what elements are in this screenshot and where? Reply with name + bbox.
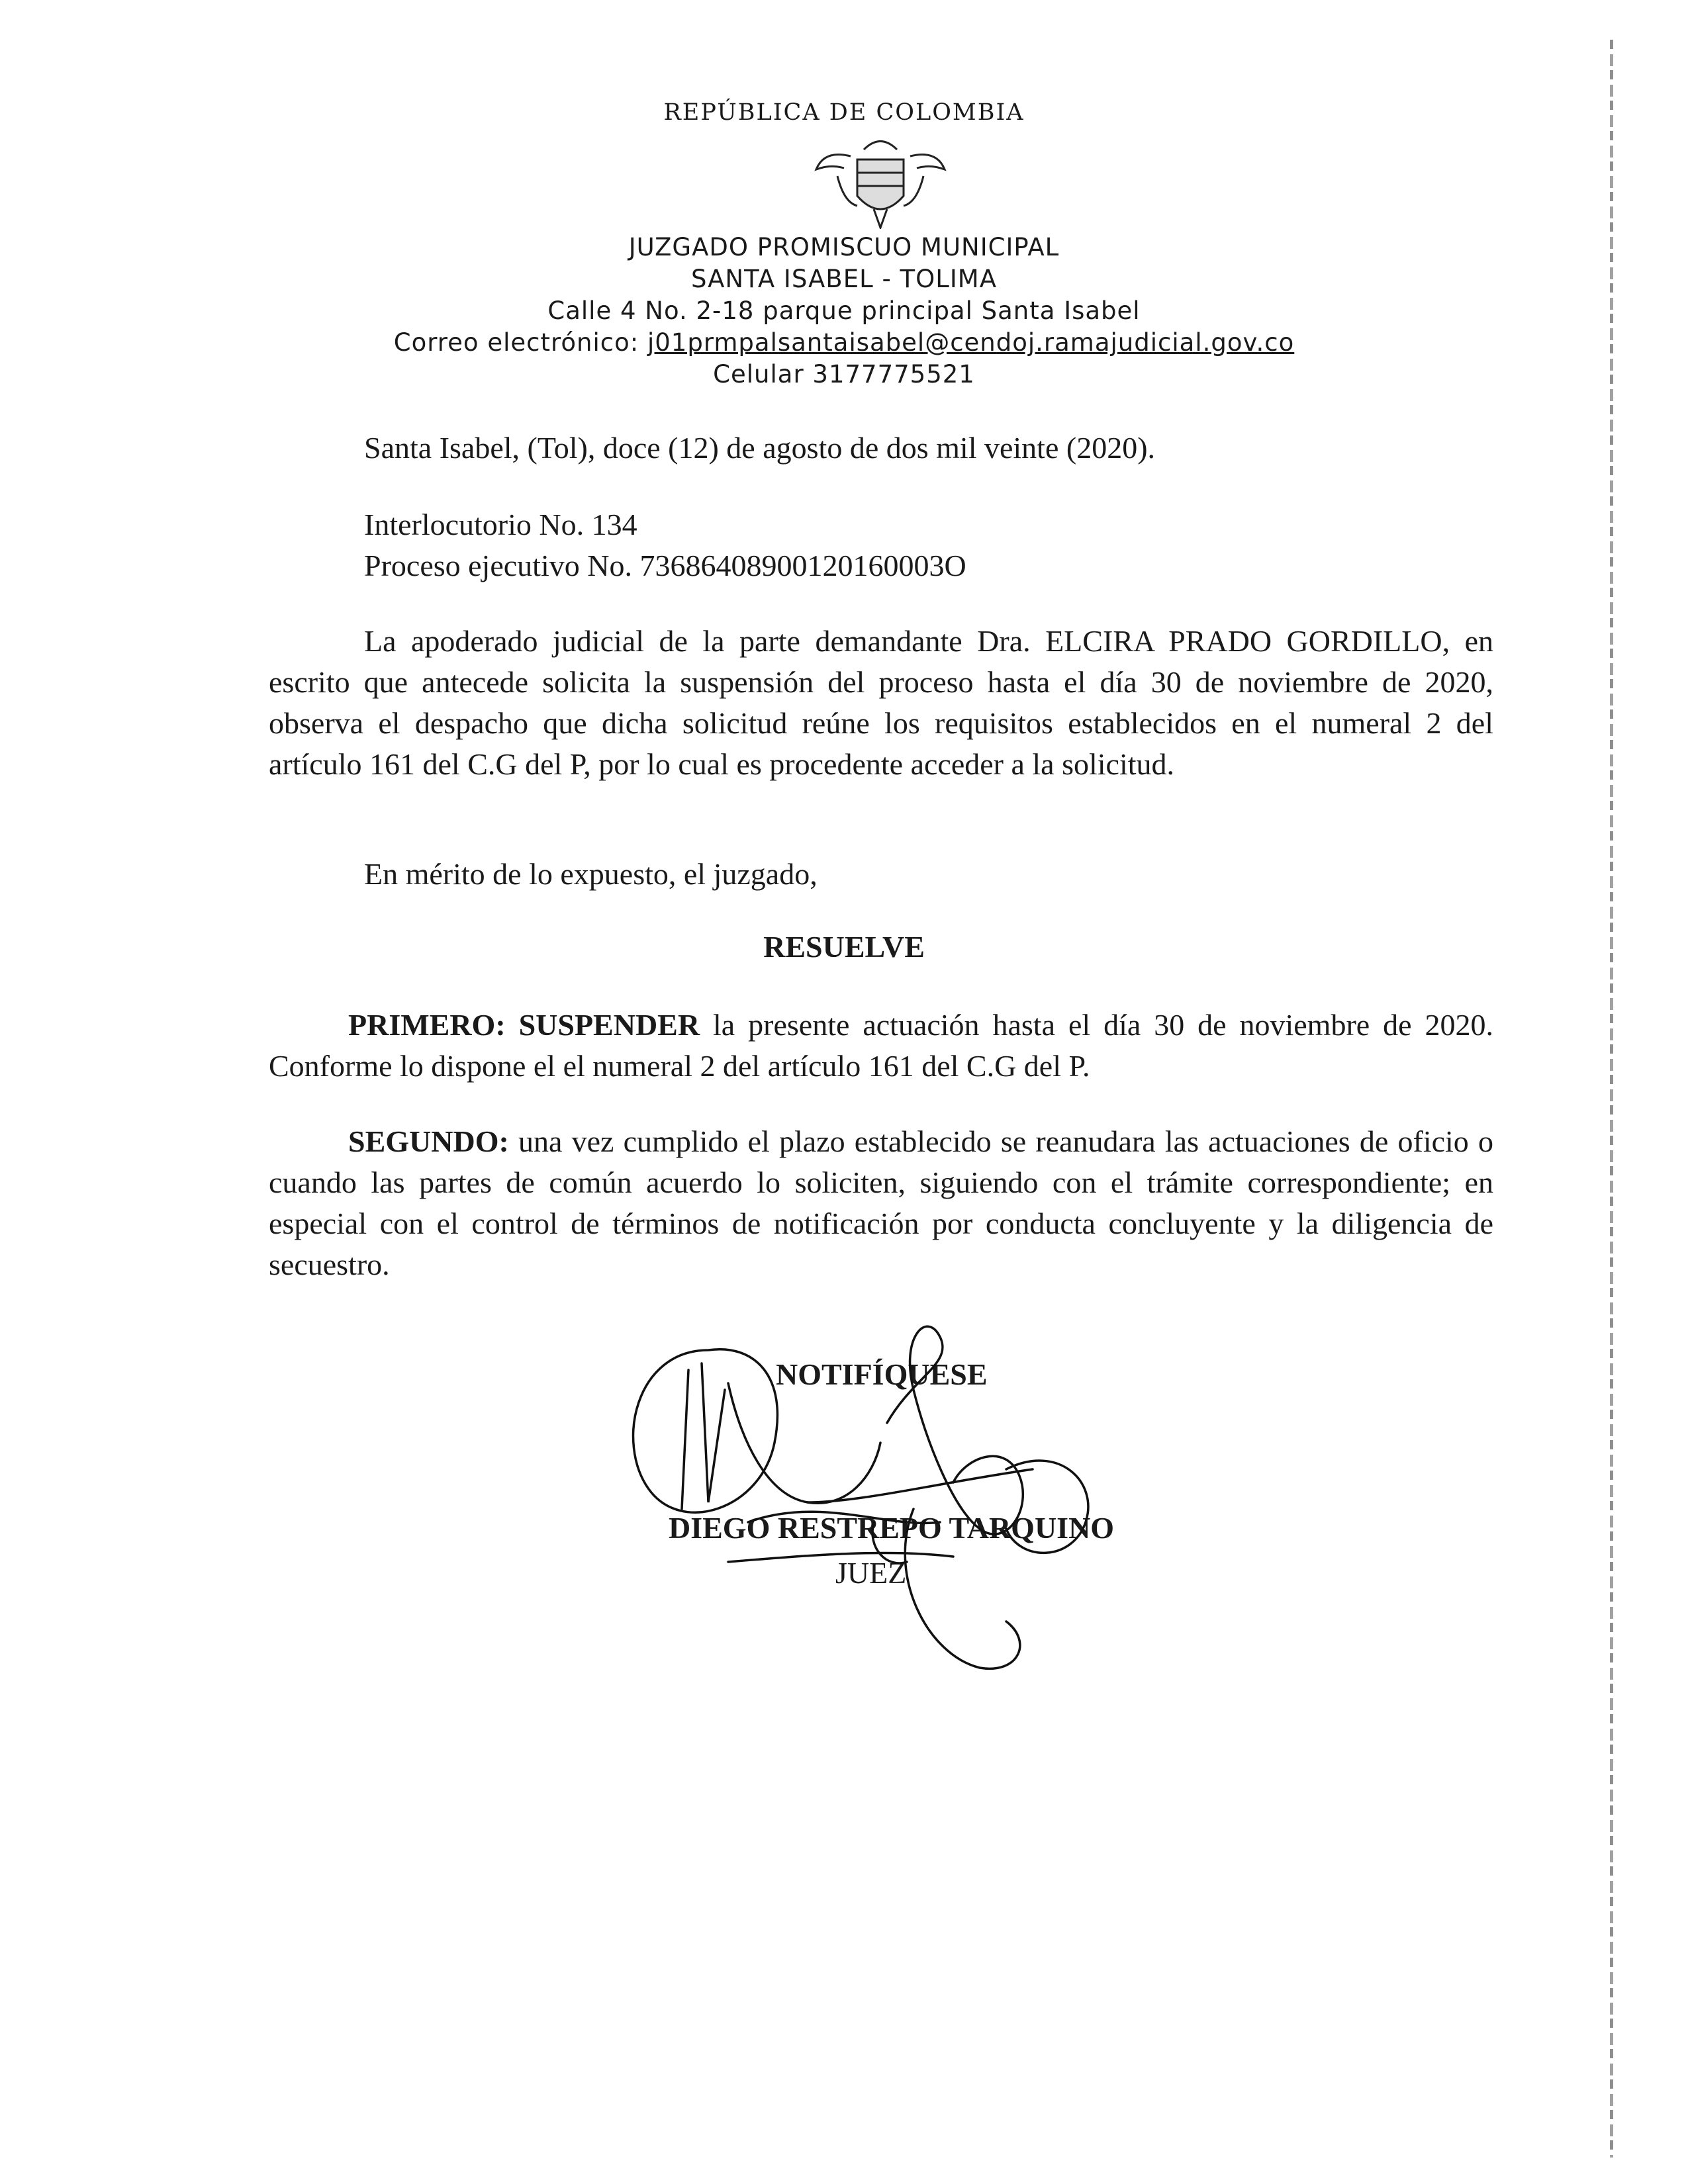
court-city: SANTA ISABEL - TOLIMA — [690, 265, 998, 293]
primero-text: la presente actuación hasta el día 30 de noviembre de 2020. Conforme lo dispone el el numeral 2 del artículo 161 del C.G del P. — [269, 1008, 1493, 1083]
judge-name: DIEGO RESTREPO TARQUINO — [669, 1511, 1115, 1545]
court-email-line — [0, 327, 1688, 359]
handwritten-signature — [609, 1310, 1115, 1681]
segundo-paragraph — [269, 1121, 1493, 1285]
resuelve-heading: RESUELVE — [763, 930, 925, 964]
reference-block — [364, 504, 1589, 586]
email-link[interactable]: j01prmpalsantaisabel@cendoj.ramajudicial.gov.co — [647, 328, 1295, 357]
merit-line: En mérito de lo expuesto, el juzgado, — [364, 857, 818, 891]
court-phone: Celular 3177775521 — [713, 360, 975, 388]
email-label: Correo electrónico: — [393, 328, 647, 357]
judge-title: JUEZ — [835, 1556, 907, 1590]
notify-heading: NOTIFÍQUESE — [776, 1357, 988, 1391]
court-name: JUZGADO PROMISCUO MUNICIPAL — [628, 233, 1060, 261]
coat-of-arms-icon — [811, 130, 950, 229]
primero-label: PRIMERO: SUSPENDER — [348, 1008, 700, 1042]
date-line: Santa Isabel, (Tol), doce (12) de agosto de dos mil veinte (2020). — [364, 431, 1156, 465]
country-heading: REPÚBLICA DE COLOMBIA — [663, 99, 1025, 126]
segundo-label: SEGUNDO: — [348, 1124, 509, 1158]
primero-paragraph — [269, 1005, 1493, 1087]
considerations-paragraph: La apoderado judicial de la parte demandante Dra. ELCIRA PRADO GORDILLO, en escrito que antecede solicita la suspensión del proceso hasta el día 30 de noviembre de 2020, observa el despacho que dicha solicitud reúne los requisitos establecidos en el numeral 2 del artículo 161 del C.G del P, por lo cual es procedente acceder a la solicitud. — [269, 624, 1493, 781]
proceso-number: Proceso ejecutivo No. 73686408900120160003O — [364, 549, 966, 582]
segundo-text: una vez cumplido el plazo establecido se reanudara las actuaciones de oficio o cuando las partes de común acuerdo lo soliciten, siguiendo con el trámite correspondiente; en especial con el control de términos de notificación por conducta concluyente y la diligencia de secuestro. — [269, 1124, 1493, 1281]
court-header-block — [0, 232, 1688, 390]
interlocutorio-number: Interlocutorio No. 134 — [364, 508, 637, 541]
court-address: Calle 4 No. 2-18 parque principal Santa Isabel — [547, 296, 1141, 325]
